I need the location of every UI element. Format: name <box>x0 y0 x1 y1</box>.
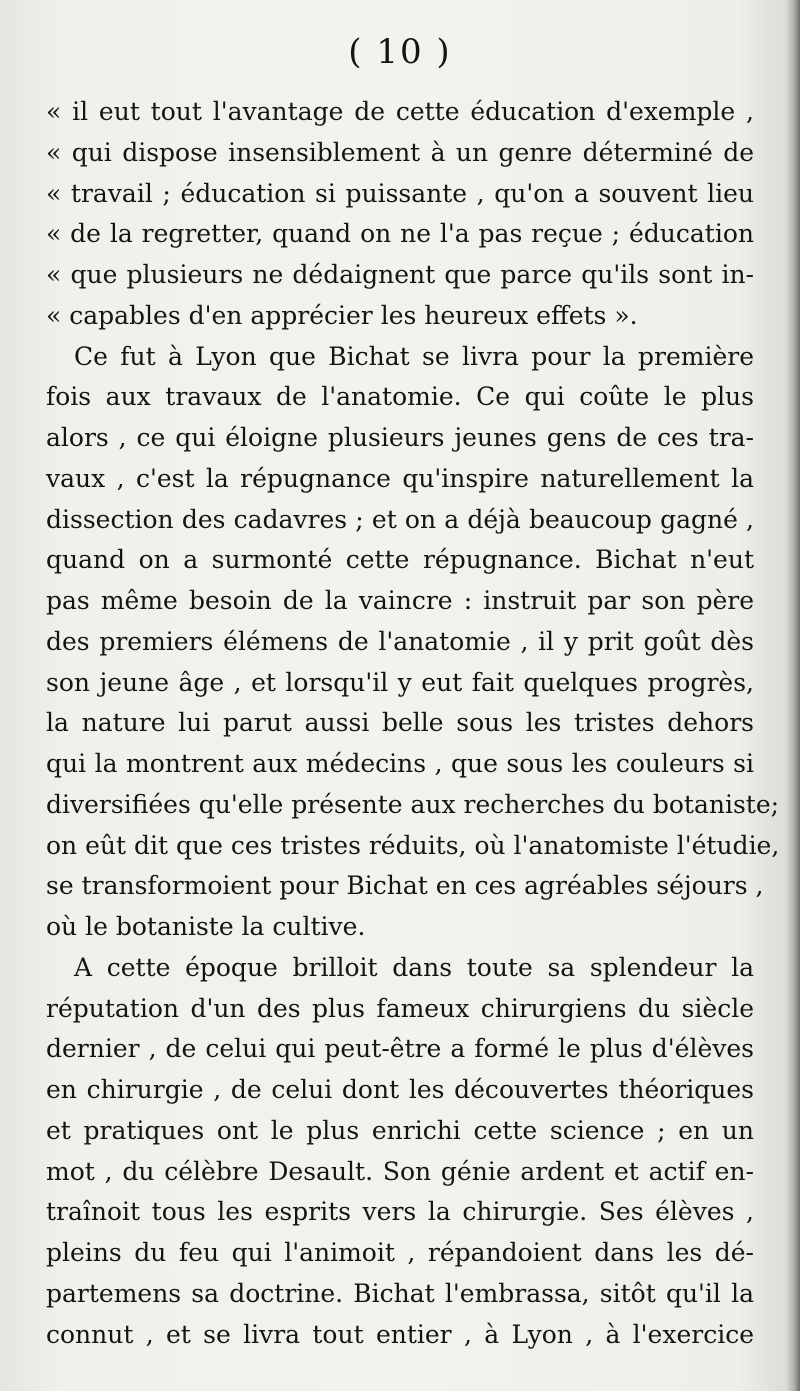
text-line: « il eut tout l'avantage de cette éducation d'exemple , <box>46 97 754 126</box>
text-line: fois aux travaux de l'anatomie. Ce qui coûte le plus <box>46 382 754 412</box>
text-line: pleins du feu qui l'animoit , répandoient dans les dé- <box>46 1238 754 1267</box>
text-line: connut , et se livra tout entier , à Lyon , à l'exercice <box>46 1319 754 1349</box>
text-line: dernier , de celui qui peut-être a formé le plus d'élèves <box>46 1034 754 1064</box>
text-line: en chirurgie , de celui dont les découvertes théoriques <box>46 1075 754 1104</box>
page-edge-shadow <box>786 0 800 1391</box>
text-line: « travail ; éducation si puissante , qu'on a souvent lieu <box>46 178 754 208</box>
text-line: A cette époque brilloit dans toute sa splendeur la <box>74 952 754 982</box>
text-line: dissection des cadavres ; et on a déjà beaucoup gagné , <box>46 504 754 534</box>
text-line: quand on a surmonté cette répugnance. Bichat n'eut <box>46 545 754 575</box>
body-text <box>46 92 780 1355</box>
text-line: la nature lui parut aussi belle sous les tristes dehors <box>46 708 754 738</box>
text-line: mot , du célèbre Desault. Son génie ardent et actif en- <box>46 1156 754 1186</box>
text-line: où le botaniste la cultive. <box>46 912 366 941</box>
text-line: son jeune âge , et lorsqu'il y eut fait quelques progrès, <box>46 667 754 697</box>
text-line: qui la montrent aux médecins , que sous les couleurs si <box>46 749 754 778</box>
text-line: partemens sa doctrine. Bichat l'embrassa, sitôt qu'il la <box>46 1278 754 1308</box>
page-number: ( 10 ) <box>348 32 452 72</box>
text-line: traînoit tous les esprits vers la chirurgie. Ses élèves , <box>46 1197 754 1227</box>
text-line: « capables d'en apprécier les heureux effets ». <box>46 300 638 330</box>
text-line: « qui dispose insensiblement à un genre déterminé de <box>46 137 754 167</box>
text-line: se transformoient pour Bichat en ces agréables séjours , <box>46 871 764 901</box>
text-line: pas même besoin de la vaincre : instruit par son père <box>46 586 754 615</box>
text-line: réputation d'un des plus fameux chirurgiens du siècle <box>46 993 754 1023</box>
text-line: on eût dit que ces tristes réduits, où l'anatomiste l'étudie, <box>46 830 780 860</box>
text-line: « que plusieurs ne dédaignent que parce qu'ils sont in- <box>46 260 754 289</box>
text-line: alors , ce qui éloigne plusieurs jeunes gens de ces tra- <box>46 423 754 452</box>
text-line: et pratiques ont le plus enrichi cette science ; en un <box>46 1115 754 1145</box>
text-line: des premiers élémens de l'anatomie , il y prit goût dès <box>46 626 754 656</box>
text-line: diversifiées qu'elle présente aux recherches du botaniste; <box>46 789 780 819</box>
text-line: vaux , c'est la répugnance qu'inspire naturellement la <box>46 463 754 493</box>
text-line: « de la regretter, quand on ne l'a pas reçue ; éducation <box>46 219 754 249</box>
text-line: Ce fut à Lyon que Bichat se livra pour la première <box>74 341 754 371</box>
